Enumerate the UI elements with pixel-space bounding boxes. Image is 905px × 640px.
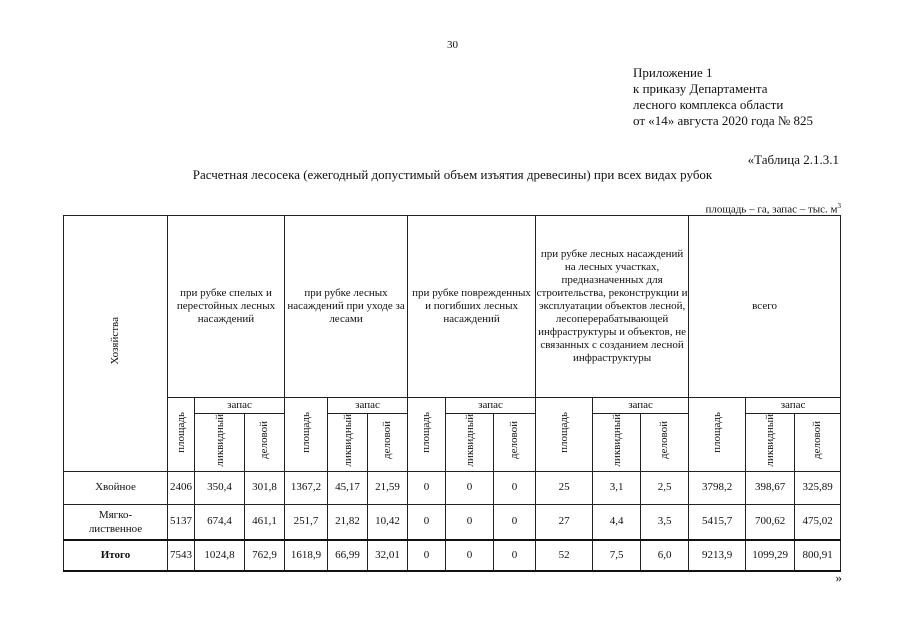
cell-value: 700,62 [746,504,795,540]
table-row [64,471,841,504]
cell-value: 0 [408,471,446,504]
area-header-label: площадь [710,411,723,453]
business-header [368,414,408,472]
area-header-label: площадь [174,411,187,453]
liquid-header-label: ликвидный [764,414,777,467]
stock-header: запас [593,398,689,414]
appendix-block [633,65,813,129]
appendix-line: лесного комплекса области [633,97,784,112]
area-header-label: площадь [299,411,312,453]
liquid-header-label: ликвидный [610,414,623,467]
business-header-label: деловой [508,421,521,460]
area-header [408,398,446,472]
stock-header: запас [746,398,841,414]
area-header [168,398,195,472]
group-header: при рубке лесных насаждений на лесных участках, предназначенных для строительства, реконструкции и эксплуатации объектов лесной, лесоперерабатывающей инфраструктуры и объектов, не связанных с созданием лесной инфраструктуры [536,216,689,398]
cell-value: 0 [494,540,536,571]
units-note [705,202,841,216]
area-header [536,398,593,472]
area-header [285,398,328,472]
cell-value: 27 [536,504,593,540]
appendix-line: Приложение 1 [633,65,713,80]
group-header: всего [689,216,841,398]
cell-value: 32,01 [368,540,408,571]
table-row [64,504,841,540]
stock-header: запас [328,398,408,414]
liquid-header [328,414,368,472]
cell-value: 1618,9 [285,540,328,571]
cell-value: 350,4 [195,471,245,504]
table-row [64,540,841,571]
cell-value: 9213,9 [689,540,746,571]
business-header [245,414,285,472]
business-header [494,414,536,472]
business-header-label: деловой [381,421,394,460]
cell-value: 7543 [168,540,195,571]
liquid-header [593,414,641,472]
cell-value: 762,9 [245,540,285,571]
cell-value: 66,99 [328,540,368,571]
liquid-header [446,414,494,472]
cell-value: 10,42 [368,504,408,540]
cell-value: 0 [494,471,536,504]
cell-value: 0 [446,504,494,540]
cell-value: 2,5 [641,471,689,504]
cell-value: 3,5 [641,504,689,540]
cell-value: 4,4 [593,504,641,540]
cell-value: 251,7 [285,504,328,540]
cell-value: 475,02 [795,504,841,540]
area-header [689,398,746,472]
stock-header: запас [195,398,285,414]
cell-value: 0 [408,504,446,540]
cell-value: 0 [446,540,494,571]
closing-quote: » [835,570,842,585]
cell-value: 45,17 [328,471,368,504]
row-label: Хвойное [64,471,168,504]
business-header-label: деловой [811,421,824,460]
area-header-label: площадь [557,411,570,453]
group-header: при рубке поврежденных и погибших лесных насаждений [408,216,536,398]
appendix-line: от «14» августа 2020 года № 825 [633,113,814,128]
stock-header: запас [446,398,536,414]
business-header-label: деловой [258,421,270,460]
row-label: Мягко-лиственное [64,504,168,540]
cell-value: 1367,2 [285,471,328,504]
page-number: 30 [447,39,458,51]
business-header [641,414,689,472]
row-label: Итого [64,540,168,571]
table-title: Расчетная лесосека (ежегодный допустимый объем изъятия древесины) при всех видах рубок [192,167,713,182]
cell-value: 301,8 [245,471,285,504]
cell-value: 5137 [168,504,195,540]
cell-value: 0 [494,504,536,540]
cell-value: 21,59 [368,471,408,504]
cell-value: 7,5 [593,540,641,571]
cell-value: 0 [408,540,446,571]
table-number: «Таблица 2.1.3.1 [747,152,839,167]
cell-value: 25 [536,471,593,504]
farm-header-label: Хозяйства [109,317,121,366]
business-header-label: деловой [658,421,671,460]
group-header: при рубке спелых и перестойных лесных насаждений [168,216,285,398]
cell-value: 1099,29 [746,540,795,571]
cell-value: 674,4 [195,504,245,540]
cell-value: 1024,8 [195,540,245,571]
liquid-header [746,414,795,472]
area-header-label: площадь [420,411,433,453]
cell-value: 800,91 [795,540,841,571]
table-body [64,471,841,571]
cell-value: 5415,7 [689,504,746,540]
liquid-header-label: ликвидный [463,414,476,467]
cell-value: 461,1 [245,504,285,540]
cell-value: 3,1 [593,471,641,504]
cell-value: 325,89 [795,471,841,504]
cell-value: 0 [446,471,494,504]
cell-value: 398,67 [746,471,795,504]
liquid-header-label: ликвидный [341,414,354,467]
group-header: при рубке лесных насаждений при уходе за лесами [285,216,408,398]
cell-value: 3798,2 [689,471,746,504]
units-superscript: 3 [837,202,841,210]
data-table [63,215,841,572]
cell-value: 2406 [168,471,195,504]
liquid-header-label: ликвидный [213,414,226,467]
cell-value: 21,82 [328,504,368,540]
farm-header [64,216,168,472]
units-text: площадь – га, запас – тыс. м [705,203,838,216]
liquid-header [195,414,245,472]
cell-value: 6,0 [641,540,689,571]
appendix-line: к приказу Департамента [633,81,768,96]
cell-value: 52 [536,540,593,571]
business-header [795,414,841,472]
